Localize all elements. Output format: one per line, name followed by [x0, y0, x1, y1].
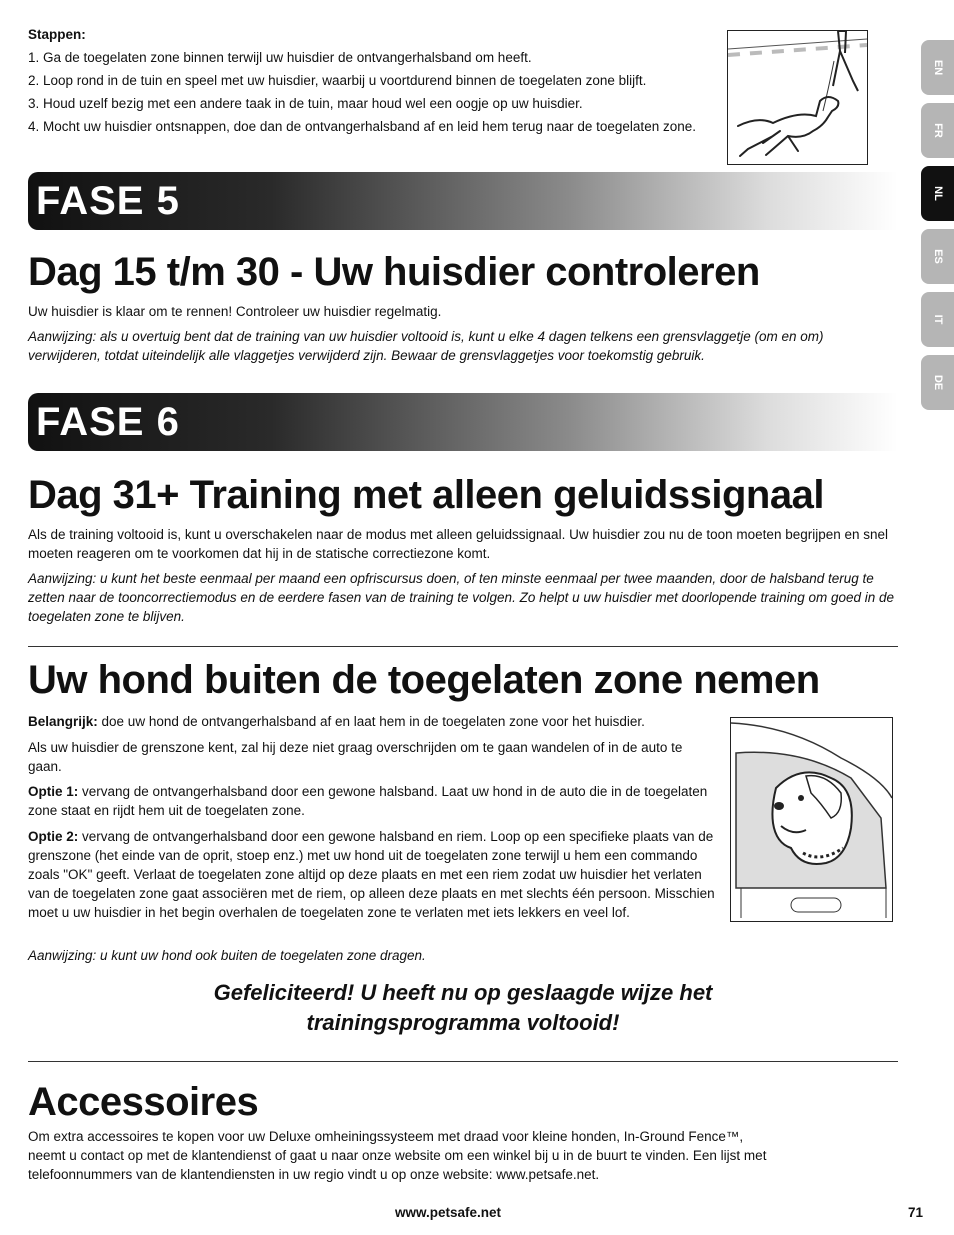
- phase5-banner: [28, 172, 898, 230]
- steps-title: Stappen:: [28, 27, 86, 42]
- phase6-heading: Dag 31+ Training met alleen geluidssignaal: [28, 473, 824, 517]
- dog-running-illustration: [727, 30, 868, 165]
- phase5-banner-label: FASE 5: [36, 179, 180, 223]
- language-tab-fr[interactable]: [921, 103, 954, 158]
- important-label: Belangrijk:: [28, 714, 98, 729]
- important-text: doe uw hond de ontvangerhalsband af en laat hem in de toegelaten zone voor het huisdier.: [97, 714, 645, 729]
- language-tab-label: DE: [932, 374, 944, 391]
- phase6-banner-label: FASE 6: [36, 400, 180, 444]
- divider: [28, 1061, 898, 1062]
- phase5-heading: Dag 15 t/m 30 - Uw huisdier controleren: [28, 250, 760, 294]
- language-tab-it[interactable]: [921, 292, 954, 347]
- step-item: 1. Ga de toegelaten zone binnen terwijl uw huisdier de ontvangerhalsband om heeft.: [28, 50, 532, 65]
- accessories-line-1: Om extra accessoires te kopen voor uw Deluxe omheiningssysteem met draad voor kleine honden, In-Ground Fence™,: [28, 1129, 744, 1144]
- important-paragraph: [28, 712, 728, 731]
- boundary-paragraph: Als uw huisdier de grenszone kent, zal hij deze niet graag overschrijden om te gaan wandelen of in de auto te gaan.: [28, 740, 683, 774]
- option2-label: Optie 2:: [28, 829, 79, 844]
- language-tab-label: ES: [932, 249, 944, 264]
- accessories-line-3: telefoonnummers van de klantendiensten in uw regio vindt u op onze website: www.petsafe.net.: [28, 1167, 600, 1182]
- language-tab-label: EN: [932, 59, 944, 76]
- language-tab-label: NL: [932, 186, 944, 201]
- step-item: 3. Houd uzelf bezig met een andere taak in de tuin, maar houd wel een oogje op uw huisdier.: [28, 96, 583, 111]
- dog-in-car-illustration: [730, 717, 893, 922]
- phase6-banner: [28, 393, 898, 451]
- accessories-heading: Accessoires: [28, 1080, 259, 1124]
- option1-label: Optie 1:: [28, 784, 79, 799]
- language-tab-en[interactable]: [921, 40, 954, 95]
- congrats-line-2: trainingsprogramma voltooid!: [306, 1010, 620, 1035]
- phase6-note: Aanwijzing: u kunt het beste eenmaal per maand een opfriscursus doen, of ten minste eenmaal per twee maanden, door de halsband terug te zetten naar de tooncorrectiemodus en de eerdere fasen van de training te volgen. Zo helpt u uw huisdier met doorlopende training om goed in de toegelaten zone te blijven.: [28, 571, 895, 624]
- language-tab-label: IT: [932, 314, 944, 325]
- step-item: 4. Mocht uw huisdier ontsnappen, doe dan de ontvangerhalsband af en leid hem terug naar de toegelaten zone.: [28, 119, 696, 134]
- outside-heading: Uw hond buiten de toegelaten zone nemen: [28, 658, 820, 702]
- accessories-text: [28, 1127, 898, 1184]
- phase5-note: Aanwijzing: als u overtuig bent dat de training van uw huisdier voltooid is, kunt u elke 4 dagen telkens een grensvlaggetje (om en om) verwijderen, totdat uiteindelijk alle vlaggetjes verwijderd zijn. Bewaar de grensvlaggetjes voor toekomstig gebruik.: [28, 329, 824, 363]
- page-number: 71: [908, 1205, 924, 1220]
- language-tab-nl[interactable]: [921, 166, 954, 221]
- language-tab-de[interactable]: [921, 355, 954, 410]
- congratulations-message: [28, 978, 898, 1038]
- divider: [28, 646, 898, 647]
- option1-text: vervang de ontvangerhalsband door een gewone halsband. Laat uw hond in de auto die in de toegelaten zone staat en rijdt hem uit de toegelaten zone.: [28, 784, 708, 818]
- outside-note: Aanwijzing: u kunt uw hond ook buiten de toegelaten zone dragen.: [28, 948, 426, 963]
- option2-paragraph: [28, 827, 718, 922]
- steps-section: [28, 26, 728, 136]
- phase6-text: Als de training voltooid is, kunt u overschakelen naar de modus met alleen geluidssignaal. Uw huisdier zou nu de toon moeten begrijpen en snel moeten reageren om te voorkomen dat hij in de statische correctiezone komt.: [28, 527, 889, 561]
- congrats-line-1: Gefeliciteerd! U heeft nu op geslaagde wijze het: [213, 980, 713, 1005]
- language-tab-label: FR: [932, 123, 944, 138]
- phase5-text: Uw huisdier is klaar om te rennen! Controleer uw huisdier regelmatig.: [28, 304, 442, 319]
- footer-url: www.petsafe.net: [395, 1205, 502, 1220]
- option2-text: vervang de ontvangerhalsband door een gewone halsband en riem. Loop op een specifieke plaats van de grenszone (het einde van de oprit, stoep enz.) met uw hond uit de toegelaten zone terwijl u hem een commando zoals "OK" geeft. Verlaat de toegelaten zone altijd op deze plaats en met een riem zodat uw huisdier het verlaten van de toegelaten zone gaat associëren met de riem, op alleen deze plaats en met slechts één persoon. Misschien moet u uw huisdier in het begin overhalen de toegelaten zone te verlaten met iets lekkers en veel lof.: [28, 829, 715, 920]
- language-tab-es[interactable]: [921, 229, 954, 284]
- option1-paragraph: [28, 782, 718, 820]
- accessories-line-2: neemt u contact op met de klantendienst of gaat u naar onze website om een winkel bij u in de buurt te vinden. Een lijst met: [28, 1148, 767, 1163]
- step-item: 2. Loop rond in de tuin en speel met uw huisdier, waarbij u voortdurend binnen de toegelaten zone blijft.: [28, 73, 647, 88]
